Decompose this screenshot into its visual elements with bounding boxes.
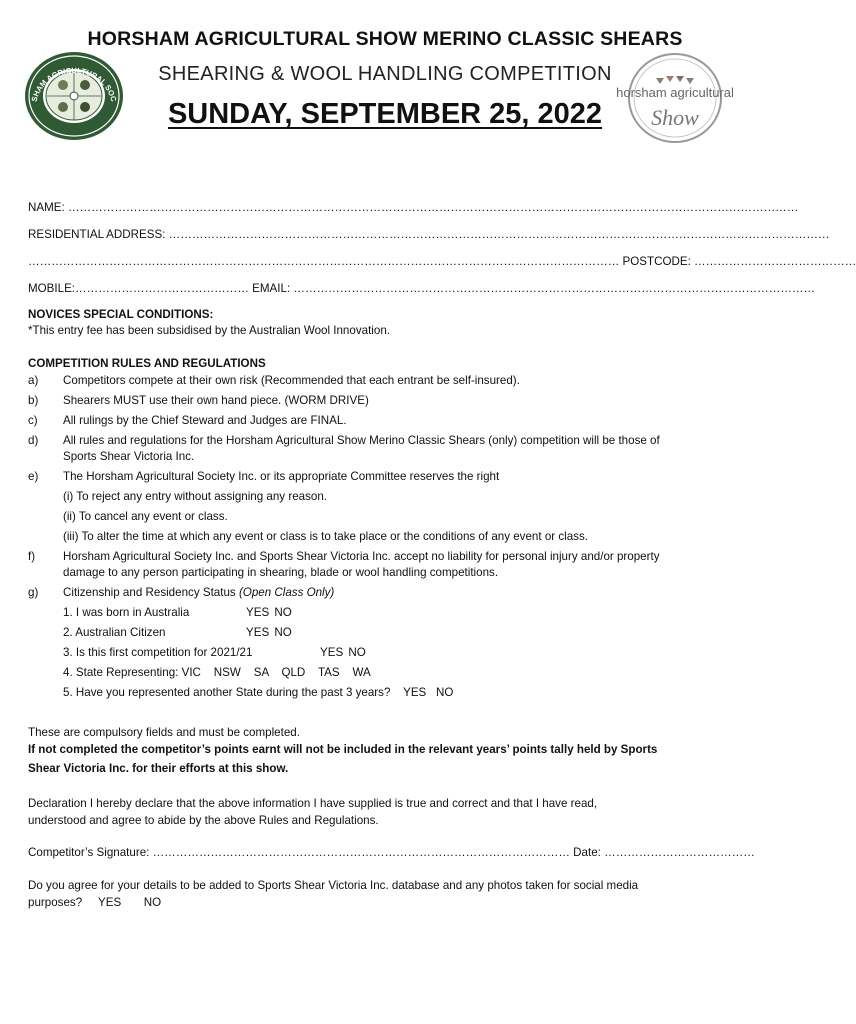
question-australian-citizen: 2. Australian Citizen [63, 626, 166, 639]
signature-date-field[interactable]: Competitor’s Signature: ……………………………………………………………………………………………… Date: ………………………………… [28, 846, 755, 859]
rule-d-line1: All rules and regulations for the Horsham Agricultural Show Merino Classic Shears (only) competition will be those of [63, 434, 660, 447]
document-title: HORSHAM AGRICULTURAL SHOW MERINO CLASSIC SHEARS [87, 28, 683, 50]
consent-question-line2[interactable]: purposes? YES NO [28, 896, 162, 909]
rule-d-line2: Sports Shear Victoria Inc. [63, 450, 195, 463]
rule-label: a) [28, 374, 39, 387]
rule-g [63, 585, 753, 600]
compulsory-warning-line1: If not completed the competitor’s points earnt will not be included in the relevant years’ points tally held by Sports [28, 743, 658, 756]
horsham-agricultural-society-logo [23, 50, 125, 142]
rule-f-line2: damage to any person participating in shearing, blade or wool handling competitions. [63, 566, 499, 579]
document-subtitle: SHEARING & WOOL HANDLING COMPETITION [158, 63, 612, 85]
rule-label: e) [28, 470, 39, 483]
rule-c: All rulings by the Chief Steward and Judges are FINAL. [63, 414, 347, 427]
rule-label: d) [28, 434, 39, 447]
rule-e-iii: (iii) To alter the time at which any event or class is to take place or the conditions of any event or class. [63, 530, 588, 543]
rule-label: b) [28, 394, 39, 407]
rule-label: g) [28, 586, 39, 599]
compulsory-warning-line2: Shear Victoria Inc. for their efforts at this show. [28, 762, 289, 775]
rules-heading: COMPETITION RULES AND REGULATIONS [28, 357, 266, 370]
compulsory-note: These are compulsory fields and must be completed. [28, 726, 300, 739]
horsham-show-logo [616, 52, 734, 144]
declaration-line1: Declaration I hereby declare that the above information I have supplied is true and correct and that I have read, [28, 797, 598, 810]
rule-a: Competitors compete at their own risk (Recommended that each entrant be self-insured). [63, 374, 520, 387]
rule-b: Shearers MUST use their own hand piece. (WORM DRIVE) [63, 394, 369, 407]
question-born-options[interactable]: YES NO [246, 606, 292, 619]
residential-address-field[interactable]: RESIDENTIAL ADDRESS: ……………………………………………………………………………………………………………………………………………………… [28, 228, 830, 241]
svg-text:HORSHAM AGRICULTURAL SOCIETY: SHAM AGRICULTURAL SOC [29, 65, 119, 103]
novices-text: *This entry fee has been subsidised by the Australian Wool Innovation. [28, 324, 390, 337]
svg-text:horsham agricultural: horsham agricultural [616, 85, 734, 100]
rule-label: f) [28, 550, 36, 563]
question-state-representing[interactable]: 4. State Representing: VIC NSW SA QLD TAS WA [63, 666, 371, 679]
rule-label: c) [28, 414, 38, 427]
name-field[interactable]: NAME: ……………………………………………………………………………………………………………………………………………………………………… [28, 201, 799, 214]
rule-f-line1: Horsham Agricultural Society Inc. and Sports Shear Victoria Inc. accept no liability for personal injury and/or property [63, 550, 660, 563]
question-born-in-australia: 1. I was born in Australia [63, 606, 190, 619]
postcode-field[interactable]: ……………………………………………………………………………………………………………………………………… POSTCODE: …………………………………… [28, 255, 856, 268]
event-date: SUNDAY, SEPTEMBER 25, 2022 [167, 98, 603, 130]
rule-e-ii: (ii) To cancel any event or class. [63, 510, 228, 523]
question-citizen-options[interactable]: YES NO [246, 626, 292, 639]
rule-e-i: (i) To reject any entry without assigning any reason. [63, 490, 328, 503]
mobile-email-field[interactable]: MOBILE:……………………………………… EMAIL: ……………………………………………………………………………………………………………………… [28, 282, 816, 295]
svg-text:Show: Show [651, 105, 699, 130]
question-first-competition-options[interactable]: YES NO [320, 646, 366, 659]
novices-heading: NOVICES SPECIAL CONDITIONS: [28, 308, 214, 321]
question-first-competition: 3. Is this first competition for 2021/21 [63, 646, 253, 659]
consent-question-line1: Do you agree for your details to be added to Sports Shear Victoria Inc. database and any photos taken for social media [28, 879, 639, 892]
rule-g-text: Citizenship and Residency Status [63, 586, 239, 599]
declaration-line2: understood and agree to abide by the above Rules and Regulations. [28, 814, 379, 827]
question-represented-another-state[interactable]: 5. Have you represented another State during the past 3 years? YES NO [63, 686, 454, 699]
rule-e: The Horsham Agricultural Society Inc. or its appropriate Committee reserves the right [63, 470, 500, 483]
rule-g-note: (Open Class Only) [238, 586, 335, 599]
